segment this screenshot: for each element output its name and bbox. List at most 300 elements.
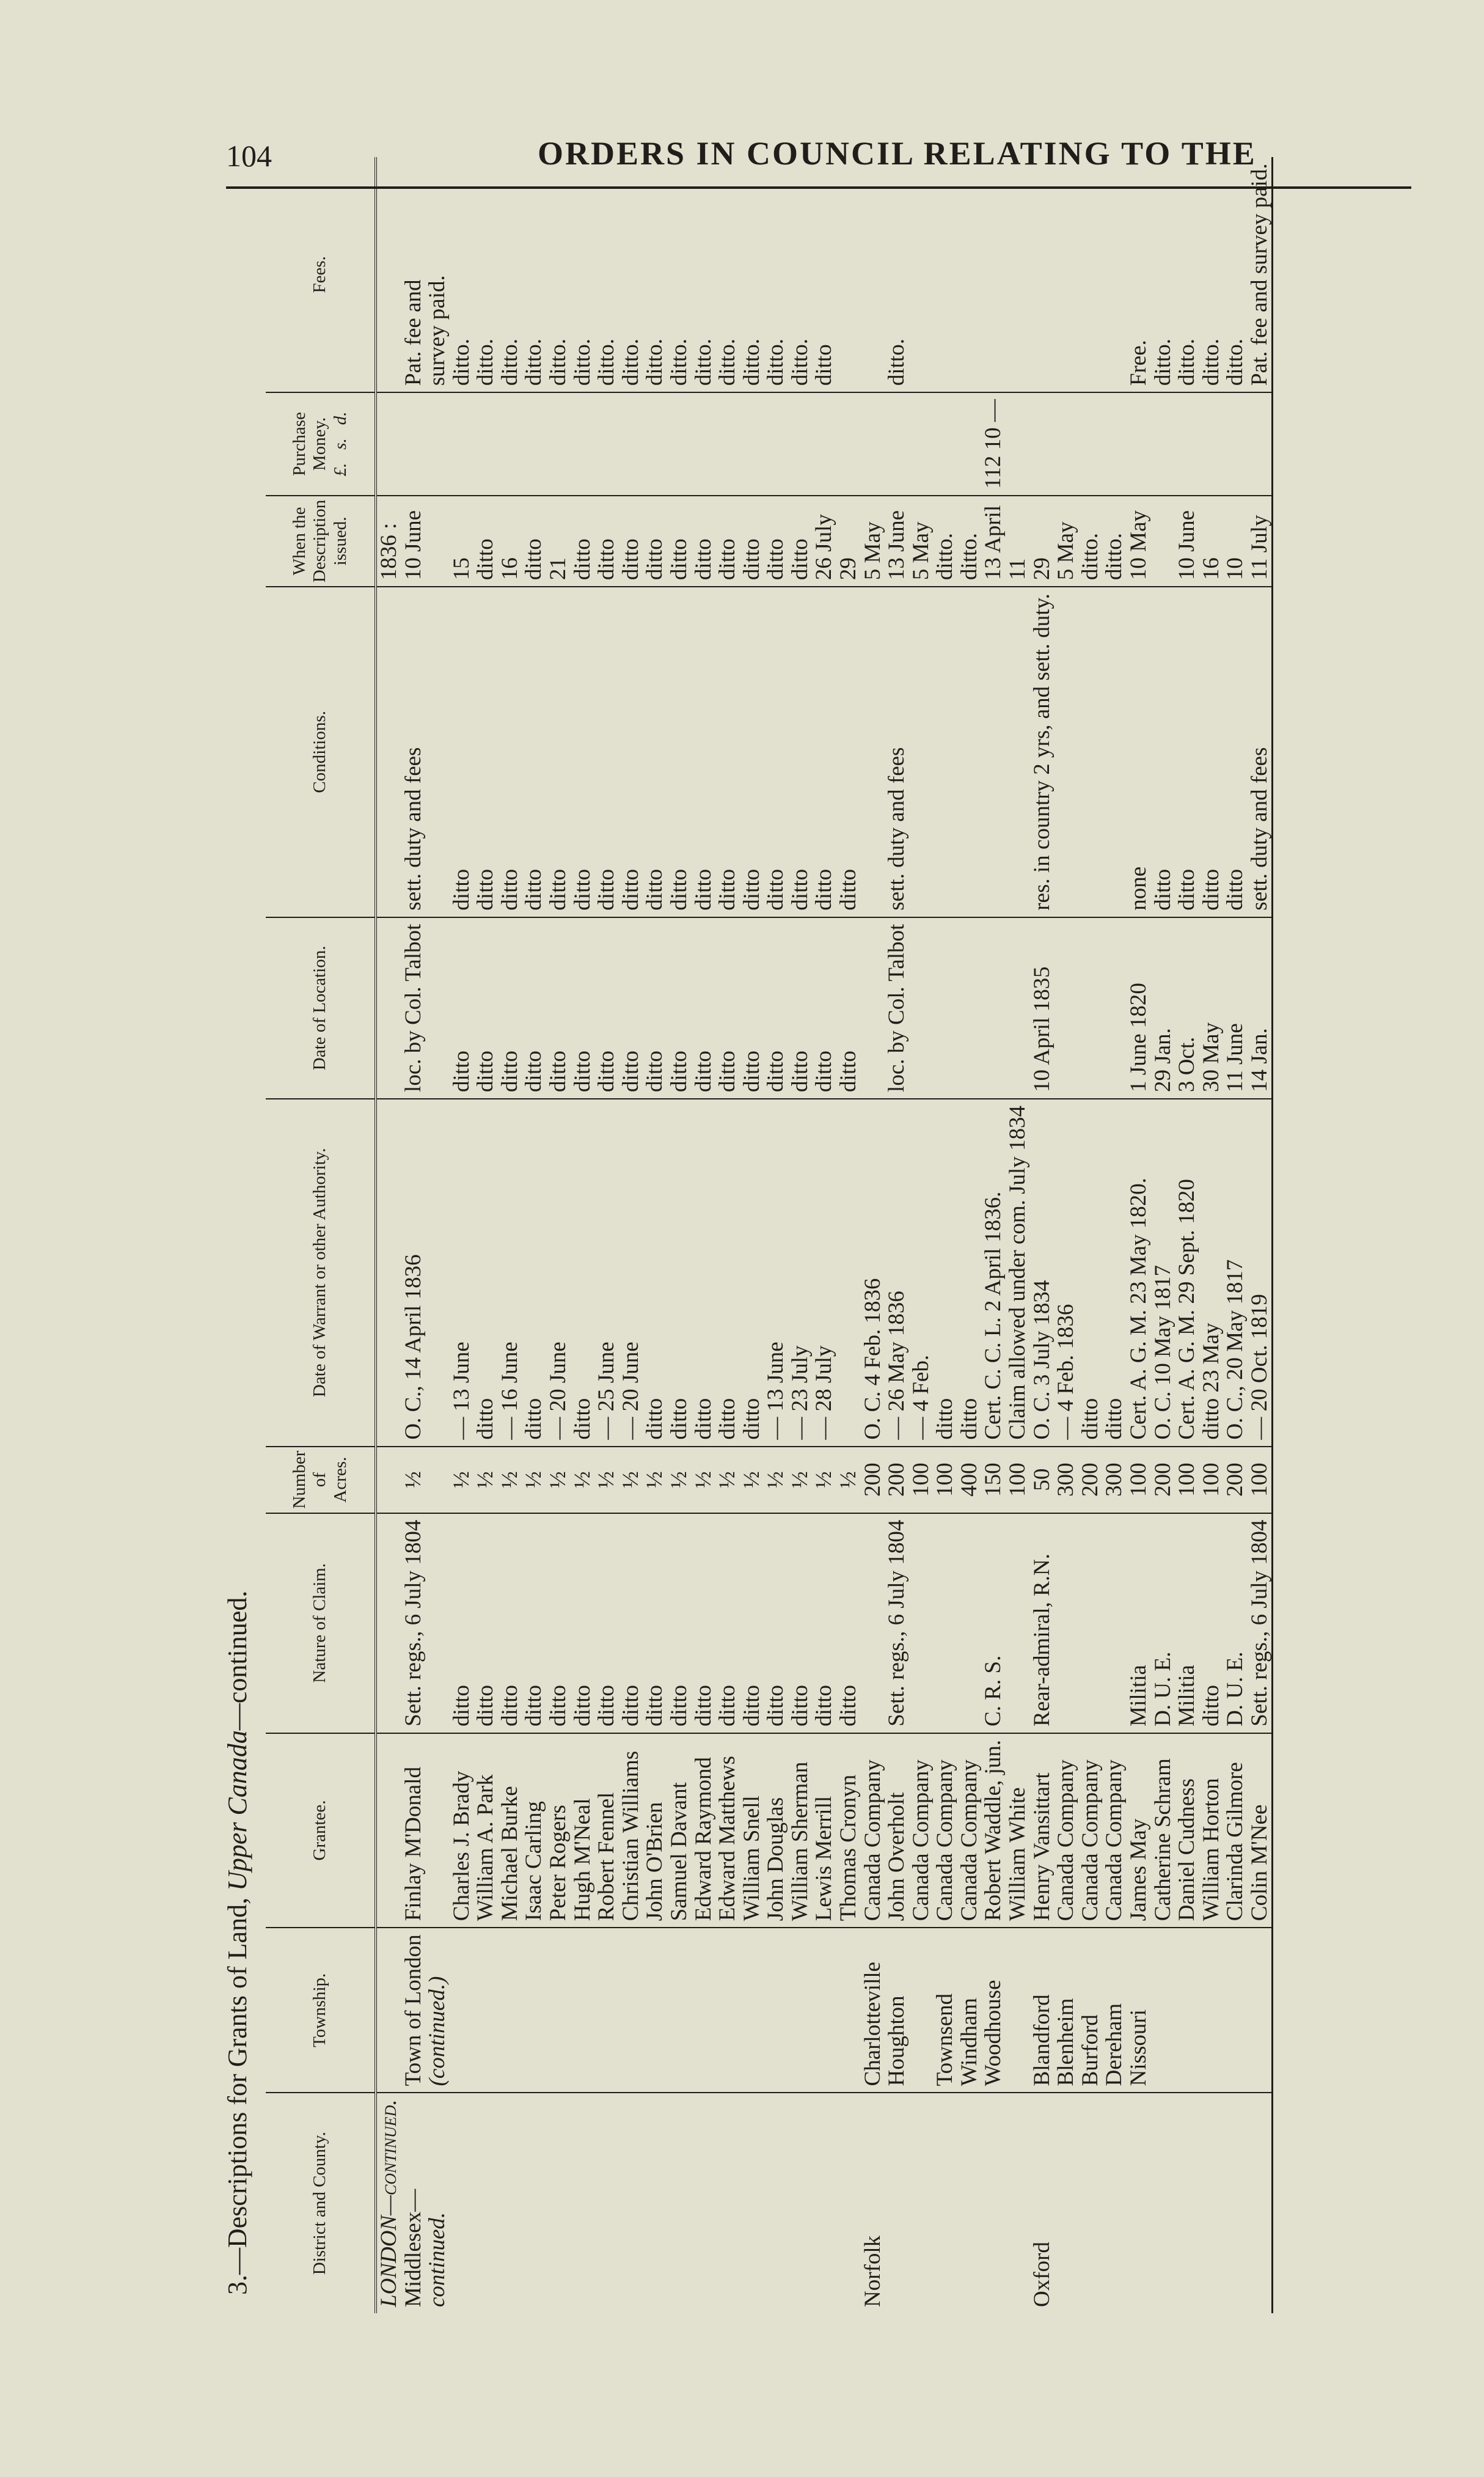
cell-acres: ½ bbox=[692, 1447, 716, 1513]
cell-grantee bbox=[376, 1733, 401, 1928]
cell-district bbox=[1199, 2093, 1224, 2313]
cell-nature: C. R. S. bbox=[981, 1513, 1006, 1733]
cell-fees bbox=[1102, 157, 1127, 392]
table-row bbox=[812, 157, 836, 2313]
table-row bbox=[836, 157, 861, 2313]
cell-nature bbox=[1006, 1513, 1030, 1733]
cell-grantee: Daniel Cudness bbox=[1175, 1733, 1199, 1928]
cell-warrant: — 16 June bbox=[498, 1099, 522, 1447]
cell-location bbox=[1054, 917, 1078, 1099]
cell-location: ditto bbox=[498, 917, 522, 1099]
cell-township bbox=[1223, 1928, 1248, 2093]
cell-location bbox=[376, 917, 401, 1099]
cell-nature: Rear-admiral, R.N. bbox=[1030, 1513, 1055, 1733]
cell-when: ditto bbox=[788, 496, 813, 587]
cell-nature: ditto bbox=[740, 1513, 764, 1733]
cell-district bbox=[498, 2093, 522, 2313]
cell-grantee: Canada Company bbox=[933, 1733, 957, 1928]
cell-township: Burford bbox=[1078, 1928, 1103, 2093]
col-grantee: Grantee. bbox=[266, 1733, 376, 1928]
cell-fees: ditto. bbox=[1151, 157, 1175, 392]
cell-township: Blenheim bbox=[1054, 1928, 1078, 2093]
cell-grantee: Edward Raymond bbox=[692, 1733, 716, 1928]
cell-township bbox=[1175, 1928, 1199, 2093]
cell-township bbox=[571, 1928, 595, 2093]
cell-grantee: Charles J. Brady bbox=[450, 1733, 474, 1928]
cell-location bbox=[425, 917, 450, 1099]
cell-conditions: ditto bbox=[1175, 587, 1199, 917]
cell-district bbox=[788, 2093, 813, 2313]
cell-nature: ditto bbox=[667, 1513, 692, 1733]
cell-township bbox=[498, 1928, 522, 2093]
cell-warrant: — 20 June bbox=[546, 1099, 571, 1447]
cell-fees: ditto bbox=[812, 157, 836, 392]
cell-township bbox=[812, 1928, 836, 2093]
cell-nature: D. U. E. bbox=[1151, 1513, 1175, 1733]
cell-warrant: — 26 May 1836 bbox=[885, 1099, 909, 1447]
cell-acres: ½ bbox=[788, 1447, 813, 1513]
cell-township bbox=[1248, 1928, 1273, 2093]
cell-district bbox=[836, 2093, 861, 2313]
cell-fees: ditto. bbox=[764, 157, 788, 392]
cell-township bbox=[1006, 1928, 1030, 2093]
cell-when: 13 April bbox=[981, 496, 1006, 587]
cell-township: Houghton bbox=[885, 1928, 909, 2093]
table-row bbox=[667, 157, 692, 2313]
cell-location: ditto bbox=[740, 917, 764, 1099]
cell-money bbox=[933, 392, 957, 496]
cell-fees: ditto. bbox=[594, 157, 619, 392]
cell-grantee: Canada Company bbox=[909, 1733, 934, 1928]
cell-nature: Sett. regs., 6 July 1804 bbox=[1248, 1513, 1273, 1733]
cell-grantee: Isaac Carling bbox=[522, 1733, 546, 1928]
cell-district bbox=[571, 2093, 595, 2313]
cell-when: 29 bbox=[836, 496, 861, 587]
cell-township bbox=[376, 1928, 401, 2093]
cell-conditions bbox=[1102, 587, 1127, 917]
cell-district bbox=[1102, 2093, 1127, 2313]
cell-grantee: Hugh M'Neal bbox=[571, 1733, 595, 1928]
cell-district bbox=[1175, 2093, 1199, 2313]
cell-location bbox=[1078, 917, 1103, 1099]
cell-acres: 400 bbox=[957, 1447, 982, 1513]
cell-warrant: ditto bbox=[1078, 1099, 1103, 1447]
cell-warrant: O. C., 14 April 1836 bbox=[401, 1099, 426, 1447]
cell-money bbox=[1199, 392, 1224, 496]
cell-grantee: William Sherman bbox=[788, 1733, 813, 1928]
table-row bbox=[619, 157, 643, 2313]
table-row bbox=[933, 157, 957, 2313]
cell-fees: ditto. bbox=[1175, 157, 1199, 392]
cell-grantee: Robert Waddle, jun. bbox=[981, 1733, 1006, 1928]
cell-money bbox=[1151, 392, 1175, 496]
cell-acres: 150 bbox=[981, 1447, 1006, 1513]
cell-money bbox=[667, 392, 692, 496]
cell-fees: ditto. bbox=[546, 157, 571, 392]
cell-district bbox=[933, 2093, 957, 2313]
cell-location: ditto bbox=[546, 917, 571, 1099]
cell-warrant: Cert. A. G. M. 23 May 1820. bbox=[1127, 1099, 1151, 1447]
cell-grantee: Canada Company bbox=[861, 1733, 885, 1928]
table-row bbox=[692, 157, 716, 2313]
cell-fees bbox=[981, 157, 1006, 392]
cell-township bbox=[619, 1928, 643, 2093]
cell-when: ditto bbox=[522, 496, 546, 587]
cell-township bbox=[473, 1928, 498, 2093]
cell-warrant: ditto 23 May bbox=[1199, 1099, 1224, 1447]
cell-when: 10 June bbox=[401, 496, 426, 587]
cell-conditions bbox=[909, 587, 934, 917]
cell-when: 5 May bbox=[1054, 496, 1078, 587]
cell-acres bbox=[376, 1447, 401, 1513]
running-title: ORDERS IN COUNCIL RELATING TO THE bbox=[538, 135, 1257, 172]
cell-nature: ditto bbox=[571, 1513, 595, 1733]
cell-location: ditto bbox=[619, 917, 643, 1099]
cell-fees bbox=[933, 157, 957, 392]
cell-location: ditto bbox=[715, 917, 740, 1099]
cell-when: 11 July bbox=[1248, 496, 1273, 587]
table-row bbox=[425, 157, 450, 2313]
cell-acres: ½ bbox=[643, 1447, 667, 1513]
cell-fees: ditto. bbox=[571, 157, 595, 392]
cell-money bbox=[425, 392, 450, 496]
col-district: District and County. bbox=[266, 2093, 376, 2313]
cell-acres: ½ bbox=[401, 1447, 426, 1513]
cell-acres: 200 bbox=[1223, 1447, 1248, 1513]
cell-nature bbox=[376, 1513, 401, 1733]
cell-township: Dereham bbox=[1102, 1928, 1127, 2093]
cell-conditions: ditto bbox=[643, 587, 667, 917]
table-header-row bbox=[266, 157, 376, 2313]
cell-warrant bbox=[376, 1099, 401, 1447]
cell-location bbox=[909, 917, 934, 1099]
cell-conditions: ditto bbox=[788, 587, 813, 917]
cell-nature: ditto bbox=[473, 1513, 498, 1733]
cell-conditions: ditto bbox=[740, 587, 764, 917]
cell-money bbox=[715, 392, 740, 496]
cell-grantee: John Douglas bbox=[764, 1733, 788, 1928]
cell-grantee: Finlay M'Donald bbox=[401, 1733, 426, 1928]
cell-district bbox=[715, 2093, 740, 2313]
cell-when: 21 bbox=[546, 496, 571, 587]
cell-warrant: ditto bbox=[692, 1099, 716, 1447]
cell-township bbox=[594, 1928, 619, 2093]
cell-location: 11 June bbox=[1223, 917, 1248, 1099]
cell-when: ditto bbox=[740, 496, 764, 587]
cell-acres: ½ bbox=[764, 1447, 788, 1513]
cell-township bbox=[546, 1928, 571, 2093]
cell-acres: 50 bbox=[1030, 1447, 1055, 1513]
table-row bbox=[1248, 157, 1273, 2313]
cell-township bbox=[740, 1928, 764, 2093]
cell-money bbox=[788, 392, 813, 496]
cell-grantee: Catherine Schram bbox=[1151, 1733, 1175, 1928]
cell-township: Blandford bbox=[1030, 1928, 1055, 2093]
cell-fees: ditto. bbox=[450, 157, 474, 392]
cell-location: 30 May bbox=[1199, 917, 1224, 1099]
table-row bbox=[450, 157, 474, 2313]
cell-money bbox=[764, 392, 788, 496]
cell-money bbox=[571, 392, 595, 496]
cell-warrant: — 20 Oct. 1819 bbox=[1248, 1099, 1273, 1447]
cell-nature: Militia bbox=[1175, 1513, 1199, 1733]
cell-acres: ½ bbox=[498, 1447, 522, 1513]
cell-warrant: — 13 June bbox=[764, 1099, 788, 1447]
cell-money bbox=[1054, 392, 1078, 496]
table-row bbox=[740, 157, 764, 2313]
table-row bbox=[1078, 157, 1103, 2313]
cell-when: 5 May bbox=[909, 496, 934, 587]
cell-conditions: ditto bbox=[1223, 587, 1248, 917]
cell-district: continued. bbox=[425, 2212, 450, 2307]
cell-location: 1 June 1820 bbox=[1127, 917, 1151, 1099]
cell-warrant: — 4 Feb. 1836 bbox=[1054, 1099, 1078, 1447]
cell-grantee: Canada Company bbox=[1054, 1733, 1078, 1928]
table-row bbox=[1030, 157, 1055, 2313]
table-row bbox=[1175, 157, 1199, 2313]
cell-when: 1836 : bbox=[376, 496, 401, 587]
page-number: 104 bbox=[226, 139, 272, 173]
cell-warrant: — 20 June bbox=[619, 1099, 643, 1447]
cell-when: 15 bbox=[450, 496, 474, 587]
cell-nature: ditto bbox=[692, 1513, 716, 1733]
cell-fees: ditto. bbox=[715, 157, 740, 392]
cell-township: Townsend bbox=[933, 1928, 957, 2093]
cell-acres: 200 bbox=[1151, 1447, 1175, 1513]
cell-conditions bbox=[1054, 587, 1078, 917]
cell-fees bbox=[909, 157, 934, 392]
cell-location: 3 Oct. bbox=[1175, 917, 1199, 1099]
cell-district: Oxford bbox=[1029, 2242, 1055, 2307]
cell-grantee: Michael Burke bbox=[498, 1733, 522, 1928]
cell-township: Charlotteville bbox=[861, 1928, 885, 2093]
cell-grantee: Samuel Davant bbox=[667, 1733, 692, 1928]
cell-grantee: Lewis Merrill bbox=[812, 1733, 836, 1928]
cell-conditions: ditto bbox=[594, 587, 619, 917]
table-row bbox=[1054, 157, 1078, 2313]
col-money: Purchase Money. £.s.d. bbox=[266, 392, 376, 496]
cell-fees: ditto. bbox=[1199, 157, 1224, 392]
table-row bbox=[546, 157, 571, 2313]
cell-fees: ditto. bbox=[667, 157, 692, 392]
cell-warrant: O. C. 4 Feb. 1836 bbox=[861, 1099, 885, 1447]
cell-grantee bbox=[425, 1733, 450, 1928]
cell-fees: Pat. fee and survey paid. bbox=[1248, 157, 1273, 392]
cell-district bbox=[1078, 2093, 1103, 2313]
cell-money bbox=[1248, 392, 1273, 496]
cell-money bbox=[619, 392, 643, 496]
table-row bbox=[1223, 157, 1248, 2313]
table-row bbox=[401, 157, 426, 2313]
cell-acres: ½ bbox=[571, 1447, 595, 1513]
table-row bbox=[522, 157, 546, 2313]
col-nature: Nature of Claim. bbox=[266, 1513, 376, 1733]
cell-money bbox=[909, 392, 934, 496]
cell-fees bbox=[861, 157, 885, 392]
cell-warrant: ditto bbox=[571, 1099, 595, 1447]
cell-district bbox=[450, 2093, 474, 2313]
cell-district bbox=[957, 2093, 982, 2313]
cell-nature: ditto bbox=[812, 1513, 836, 1733]
cell-township bbox=[692, 1928, 716, 2093]
cell-grantee: William Horton bbox=[1199, 1733, 1224, 1928]
cell-nature bbox=[933, 1513, 957, 1733]
cell-township bbox=[1199, 1928, 1224, 2093]
cell-district: Middlesex— bbox=[400, 2189, 426, 2307]
cell-fees: ditto. bbox=[692, 157, 716, 392]
cell-conditions: ditto bbox=[498, 587, 522, 917]
cell-money bbox=[812, 392, 836, 496]
cell-district bbox=[473, 2093, 498, 2313]
cell-nature: ditto bbox=[522, 1513, 546, 1733]
cell-grantee: John O'Brien bbox=[643, 1733, 667, 1928]
cell-when: ditto bbox=[571, 496, 595, 587]
cell-nature: ditto bbox=[498, 1513, 522, 1733]
cell-warrant: ditto bbox=[643, 1099, 667, 1447]
cell-when: ditto. bbox=[957, 496, 982, 587]
cell-acres: 100 bbox=[1248, 1447, 1273, 1513]
cell-conditions: sett. duty and fees bbox=[1248, 587, 1273, 917]
cell-conditions: ditto bbox=[692, 587, 716, 917]
cell-grantee: William Snell bbox=[740, 1733, 764, 1928]
cell-warrant: Cert. A. G. M. 29 Sept. 1820 bbox=[1175, 1099, 1199, 1447]
cell-fees bbox=[1006, 157, 1030, 392]
table-row bbox=[473, 157, 498, 2313]
cell-warrant: — 25 June bbox=[594, 1099, 619, 1447]
cell-conditions: res. in country 2 yrs, and sett. duty. bbox=[1030, 587, 1055, 917]
cell-acres: 300 bbox=[1054, 1447, 1078, 1513]
cell-nature: ditto bbox=[1199, 1513, 1224, 1733]
cell-conditions bbox=[981, 587, 1006, 917]
cell-money bbox=[861, 392, 885, 496]
cell-conditions: sett. duty and fees bbox=[885, 587, 909, 917]
cell-money bbox=[643, 392, 667, 496]
cell-acres: 200 bbox=[885, 1447, 909, 1513]
cell-acres bbox=[425, 1447, 450, 1513]
cell-nature bbox=[909, 1513, 934, 1733]
cell-nature: ditto bbox=[788, 1513, 813, 1733]
cell-fees bbox=[1078, 157, 1103, 392]
cell-nature bbox=[1102, 1513, 1127, 1733]
cell-district: LONDON—continued. bbox=[376, 2099, 401, 2307]
col-acres: Number of Acres. bbox=[266, 1447, 376, 1513]
cell-conditions bbox=[425, 587, 450, 917]
cell-acres: ½ bbox=[715, 1447, 740, 1513]
cell-acres: ½ bbox=[836, 1447, 861, 1513]
cell-grantee: William White bbox=[1006, 1733, 1030, 1928]
table-row bbox=[957, 157, 982, 2313]
cell-fees bbox=[957, 157, 982, 392]
cell-when: ditto. bbox=[933, 496, 957, 587]
cell-acres: 100 bbox=[1175, 1447, 1199, 1513]
cell-acres: ½ bbox=[667, 1447, 692, 1513]
cell-district bbox=[764, 2093, 788, 2313]
cell-fees: ditto. bbox=[473, 157, 498, 392]
cell-money bbox=[692, 392, 716, 496]
cell-when: ditto. bbox=[1078, 496, 1103, 587]
cell-district bbox=[1248, 2093, 1273, 2313]
cell-grantee: Edward Matthews bbox=[715, 1733, 740, 1928]
cell-acres: 100 bbox=[1127, 1447, 1151, 1513]
cell-money bbox=[594, 392, 619, 496]
col-fees: Fees. bbox=[266, 157, 376, 392]
cell-district bbox=[692, 2093, 716, 2313]
col-location: Date of Location. bbox=[266, 917, 376, 1099]
cell-when: ditto bbox=[619, 496, 643, 587]
cell-warrant: ditto bbox=[473, 1099, 498, 1447]
cell-grantee: Peter Rogers bbox=[546, 1733, 571, 1928]
cell-nature bbox=[1078, 1513, 1103, 1733]
cell-location: loc. by Col. Talbot bbox=[885, 917, 909, 1099]
cell-money bbox=[1030, 392, 1055, 496]
cell-location: ditto bbox=[764, 917, 788, 1099]
cell-location: ditto bbox=[473, 917, 498, 1099]
cell-warrant: O. C., 20 May 1817 bbox=[1223, 1099, 1248, 1447]
table-caption: 3.—Descriptions for Grants of Land, Upper Canada—continued. bbox=[222, 1590, 252, 2295]
cell-money bbox=[1175, 392, 1199, 496]
cell-warrant: Cert. C. C. L. 2 April 1836. bbox=[981, 1099, 1006, 1447]
cell-location: ditto bbox=[836, 917, 861, 1099]
cell-when: 16 bbox=[498, 496, 522, 587]
cell-when: 10 June bbox=[1175, 496, 1199, 587]
cell-conditions: ditto bbox=[473, 587, 498, 917]
cell-warrant: Claim allowed under com. July 1834 bbox=[1006, 1099, 1030, 1447]
cell-district bbox=[667, 2093, 692, 2313]
cell-conditions bbox=[1078, 587, 1103, 917]
table-row bbox=[885, 157, 909, 2313]
cell-conditions: ditto bbox=[1151, 587, 1175, 917]
cell-township: (continued.) bbox=[425, 1928, 450, 2093]
cell-warrant bbox=[425, 1099, 450, 1447]
table-row bbox=[1151, 157, 1175, 2313]
cell-fees: ditto. bbox=[498, 157, 522, 392]
cell-nature: ditto bbox=[619, 1513, 643, 1733]
cell-conditions: ditto bbox=[571, 587, 595, 917]
cell-district bbox=[885, 2093, 909, 2313]
cell-township bbox=[788, 1928, 813, 2093]
cell-money bbox=[1102, 392, 1127, 496]
cell-township: Woodhouse bbox=[981, 1928, 1006, 2093]
cell-township bbox=[1151, 1928, 1175, 2093]
cell-township bbox=[909, 1928, 934, 2093]
cell-money bbox=[546, 392, 571, 496]
cell-fees: survey paid. bbox=[425, 157, 450, 392]
table-row bbox=[498, 157, 522, 2313]
cell-fees bbox=[1030, 157, 1055, 392]
cell-money bbox=[885, 392, 909, 496]
cell-when bbox=[425, 496, 450, 587]
cell-fees: Free. bbox=[1127, 157, 1151, 392]
table-row bbox=[376, 157, 401, 2313]
cell-township: Town of London bbox=[401, 1928, 426, 2093]
col-township: Township. bbox=[266, 1928, 376, 2093]
cell-when: ditto bbox=[764, 496, 788, 587]
cell-location bbox=[1102, 917, 1127, 1099]
cell-warrant: ditto bbox=[715, 1099, 740, 1447]
cell-acres: ½ bbox=[450, 1447, 474, 1513]
cell-acres: ½ bbox=[812, 1447, 836, 1513]
cell-nature bbox=[957, 1513, 982, 1733]
cell-fees: ditto. bbox=[522, 157, 546, 392]
cell-conditions bbox=[1006, 587, 1030, 917]
cell-acres: ½ bbox=[546, 1447, 571, 1513]
cell-grantee: Canada Company bbox=[1102, 1733, 1127, 1928]
cell-nature bbox=[1054, 1513, 1078, 1733]
cell-acres: ½ bbox=[619, 1447, 643, 1513]
cell-money bbox=[740, 392, 764, 496]
cell-location: ditto bbox=[594, 917, 619, 1099]
cell-nature: Sett. regs., 6 July 1804 bbox=[885, 1513, 909, 1733]
